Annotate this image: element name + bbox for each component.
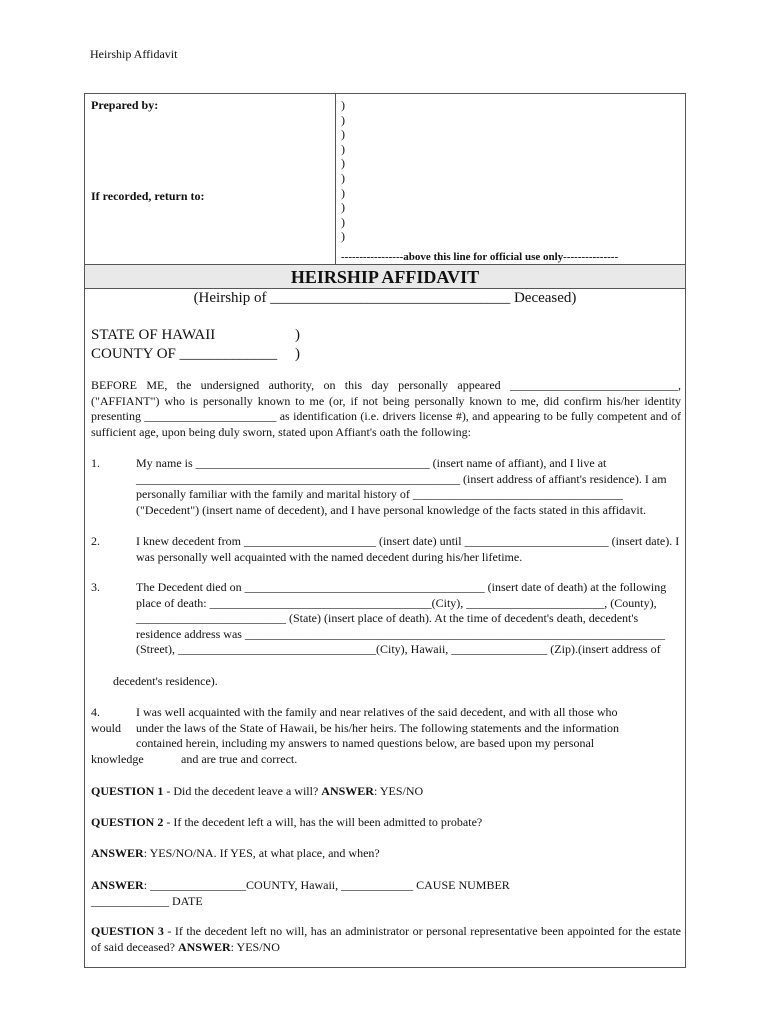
state-line [91,326,300,345]
question-1-label: QUESTION 1 [91,784,164,798]
answer-2b-text: : ________________COUNTY, Hawaii, ____________ CAUSE NUMBER [143,878,510,892]
item-number: 4. [91,705,100,719]
item-3-tail: decedent's residence). [113,674,218,688]
answer-2b-line-2: _____________ DATE [91,893,203,908]
item-text: My name is _______________________________________ (insert name of affiant), and I live at ______________________________________________________ (insert address of affiant's residence). I am personally familiar with the family and marital history of ___________________________________ ("Decedent") (insert name of decedent), and I have personal knowledge of the facts stated in this affidavit. [136,456,667,517]
question-3 [91,924,681,955]
document-title: HEIRSHIP AFFIDAVIT [290,267,480,287]
venue-block [91,326,300,364]
item-number: 2. [91,534,100,548]
item-4-text-3: contained herein, including my answers to named questions below, are based upon my personal [136,736,595,750]
question-1-answer: : YES/NO [373,784,424,798]
item-number: 1. [91,456,100,470]
item-4-knowledge: knowledge [91,751,144,766]
return-to-label: If recorded, return to: [91,189,205,203]
question-2-text: - If the decedent left a will, has the will been admitted to probate? [163,815,483,829]
official-use-line: -----------------above this line for official use only--------------- [341,251,619,263]
county-paren: ) [295,346,300,362]
question-1-text: - Did the decedent leave a will? [163,784,322,798]
question-3-text: - If the decedent left no will, has an administrator or personal representative been appointed for the estate of said deceased? [91,924,681,954]
item-4-line-4 [91,752,681,768]
recording-parens: ) ) ) ) ) ) ) ) ) ) [341,98,345,244]
county-text: COUNTY OF _____________ [91,346,278,362]
answer-2 [91,846,681,862]
intro-paragraph: BEFORE ME, the undersigned authority, on this day personally appeared ____________________________, ("AFFIANT") who is personally known to me (or, if not being personally known to me, did confirm his/her identity presenting ______________________ as identification (i.e. drivers license #), and appearing to be fully competent and of sufficient age, upon being duly sworn, stated upon Affiant's oath the following: [91,378,681,439]
item-4-would: would [91,720,121,735]
answer-2-details [91,878,681,909]
recording-info-box [85,94,336,264]
item-4-line-1 [91,705,681,721]
state-paren: ) [295,327,300,343]
answer-2b-label: ANSWER [91,878,144,892]
answer-2-label: ANSWER [91,846,144,860]
question-2 [91,815,681,831]
prepared-by-label: Prepared by: [91,98,159,112]
question-3-answer: : YES/NO [230,939,280,954]
heirship-of-line: (Heirship of ________________________________ Deceased) [193,290,577,306]
item-text: The Decedent died on ________________________________________ (insert date of death) at the following place of death: _____________________________________(City), _______________________, (County), _________________________ (State) (insert place of death). At the time of decedent's death, decedent's residence address was ______________________________________________________________________ (Street), _________________________________(City), Hawaii, ________________ (Zip).(insert address of [136,580,667,656]
item-text: I knew decedent from ______________________ (insert date) until ________________________ (insert date). I was personally well acquainted with the named decedent during his/her lifetime. [136,534,680,564]
item-4-text-2: under the laws of the State of Hawaii, be his/her heirs. The following statements and the information [136,720,619,735]
affidavit-form [84,93,686,968]
item-4-text-1: I was well acquainted with the family and near relatives of the said decedent, and with all those who [136,705,618,719]
item-4 [91,705,681,767]
item-4-line-2 [91,721,681,737]
question-3-label: QUESTION 3 [91,924,164,938]
answer-2-details-line-1 [91,878,681,894]
question-3-answer-label: ANSWER [177,939,231,954]
title-bar [85,264,685,289]
question-1 [91,784,681,800]
county-line [91,345,300,364]
question-2-label: QUESTION 2 [91,815,164,829]
item-number: 3. [91,580,100,594]
answer-2-text: : YES/NO/NA. If YES, at what place, and when? [143,846,380,860]
question-1-answer-label: ANSWER [321,784,374,798]
running-header: Heirship Affidavit [90,47,178,61]
state-text: STATE OF HAWAII [91,327,216,343]
item-4-text-4: and are true and correct. [181,751,298,766]
